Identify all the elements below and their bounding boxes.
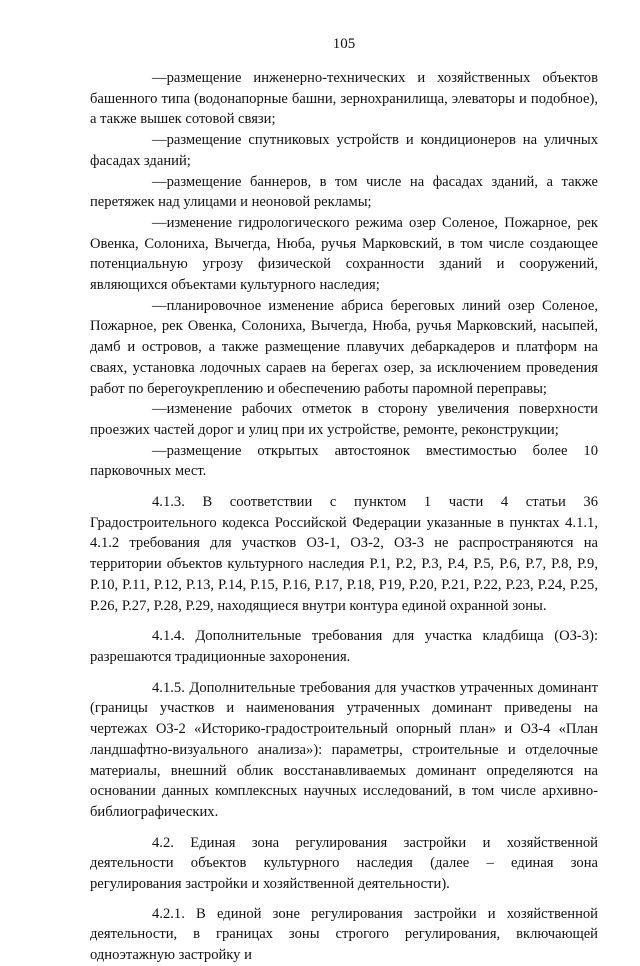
list-item-road-levels: —изменение рабочих отметок в сторону увеличения поверхности проезжих частей дорог и улиц при их устройстве, ремонте, реконструкции;	[90, 401, 598, 438]
paragraph-4-1-3: 4.1.3. В соответствии с пунктом 1 части 4 статьи 36 Градостроительного кодекса Российской Федерации указанные в пунктах 4.1.1, 4.1.2 требования для участков ОЗ-1, ОЗ-2, ОЗ-3 не распространяются на территории объектов культурного наследия Р.1, Р.2, Р.3, Р.4, Р.5, Р.6, Р.7, Р.8, Р.9, Р.10, Р.11, Р.12, Р.13, Р.14, Р.15, Р.16, Р.17, Р.18, Р19, Р.20, Р.21, Р.22, Р.23, Р.24, Р.25, Р.26, Р.27, Р.28, Р.29, находящиеся внутри контура единой охранной зоны.	[90, 494, 598, 614]
page-number: 105	[332, 36, 356, 52]
list-item-hydrology: —изменение гидрологического режима озер Соленое, Пожарное, рек Овенка, Солониха, Вычегда, Нюба, ручья Марковский, в том числе создающее потенциальную угрозу физической сохранности зданий и сооружений, являющихся объектами культурного наследия;	[90, 214, 598, 294]
document-body	[90, 68, 598, 966]
list-item-banners: —размещение баннеров, в том числе на фасадах зданий, а также перетяжек над улицами и неоновой рекламы;	[90, 173, 598, 211]
document-page	[90, 0, 598, 964]
paragraph-4-2: 4.2. Единая зона регулирования застройки и хозяйственной деятельности объектов культурного наследия (далее – единая зона регулирования застройки и хозяйственной деятельности).	[90, 834, 598, 893]
paragraph-4-1-5: 4.1.5. Дополнительные требования для участков утраченных доминант (границы участков и наименования утраченных доминант приведены на чертежах ОЗ-2 «Историко-градостроительный опорный план» и ОЗ-4 «План ландшафтно-визуального анализа»): параметры, строительные и отделочные материалы, внешний облик восстанавливаемых доминант определяются на основании данных комплексных научных исследований, в том числе архивно-библиографических.	[90, 679, 598, 820]
paragraph-4-1-4: 4.1.4. Дополнительные требования для участка кладбища (ОЗ-3): разрешаются традиционные захоронения.	[90, 628, 598, 665]
list-item-shoreline: —планировочное изменение абриса береговых линий озер Соленое, Пожарное, рек Овенка, Солониха, Вычегда, Нюба, ручья Марковский, насыпей, дамб и островов, а также размещение плавучих дебаркадеров и платформ на сваях, установка лодочных сараев на берегах озер, за исключением проведения работ по берегоукреплению и обеспечению работы паромной переправы;	[90, 297, 598, 397]
list-item-satellite: —размещение спутниковых устройств и кондиционеров на уличных фасадах зданий;	[90, 132, 598, 169]
list-item-parking: —размещение открытых автостоянок вместимостью более 10 парковочных мест.	[90, 442, 598, 480]
list-item-towers: —размещение инженерно-технических и хозяйственных объектов башенного типа (водонапорные башни, зернохранилища, элеваторы и подобное), а также вышек сотовой связи;	[90, 70, 598, 128]
paragraph-4-2-1: 4.2.1. В единой зоне регулирования застройки и хозяйственной деятельности, в границах зоны строгого регулирования, включающей одноэтажную застройку и	[90, 905, 598, 964]
